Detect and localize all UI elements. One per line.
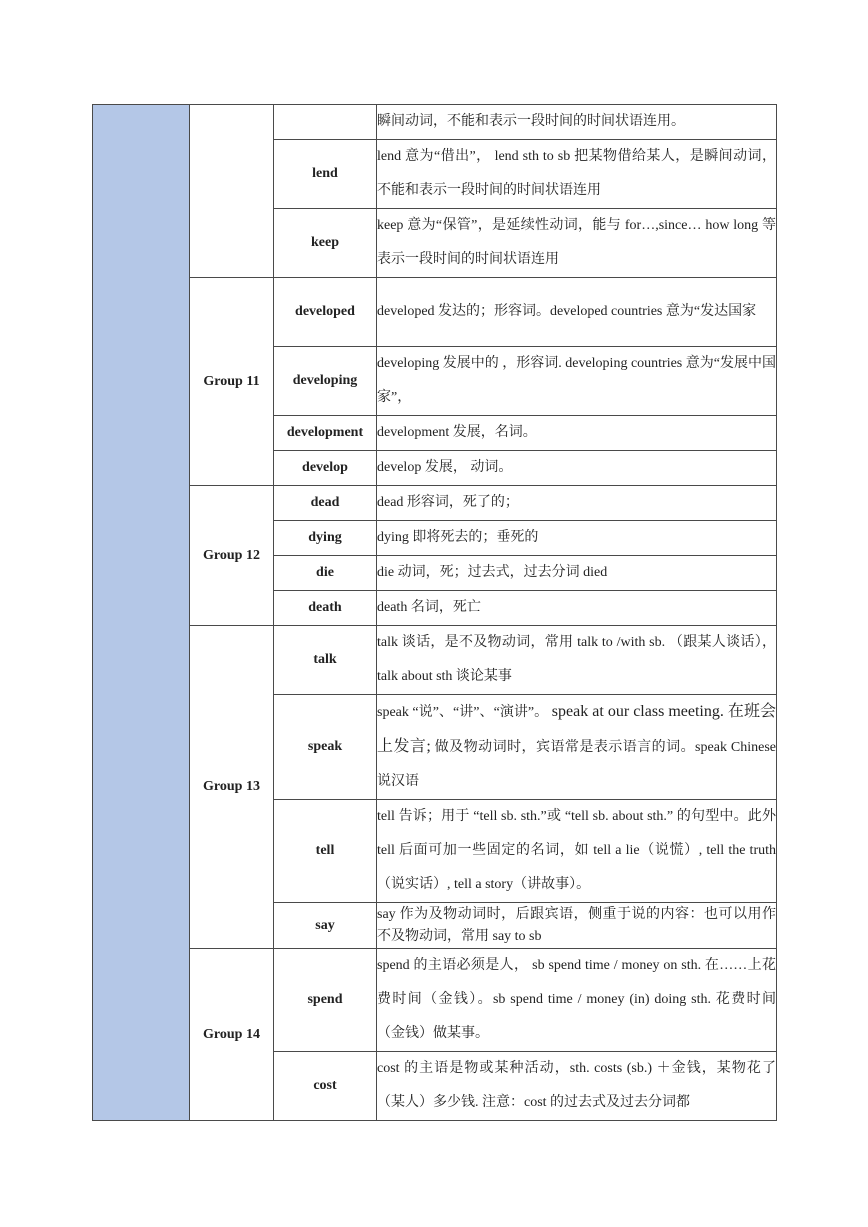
group-cell-blank <box>190 105 274 278</box>
word-cell: development <box>274 416 377 451</box>
table-row <box>93 105 777 140</box>
description-cell: say 作为及物动词时，后跟宾语，侧重于说的内容：也可以用作不及物动词，常用 say to sb <box>377 903 777 949</box>
description-cell: lend 意为“借出”， lend sth to sb 把某物借给某人，是瞬间动词，不能和表示一段时间的时间状语连用 <box>377 140 777 209</box>
word-cell: developing <box>274 347 377 416</box>
word-cell: dying <box>274 521 377 556</box>
description-example: speak at our class meeting. 在班会上发言; <box>377 703 776 755</box>
description-cell: developed 发达的；形容词。developed countries 意为“发达国家 <box>377 278 777 347</box>
group-label: Group 14 <box>190 949 274 1121</box>
word-cell: talk <box>274 626 377 695</box>
word-cell: cost <box>274 1052 377 1121</box>
description-cell <box>377 695 777 800</box>
table-row <box>93 626 777 695</box>
word-cell <box>274 105 377 140</box>
description-cell: spend 的主语必须是人， sb spend time / money on sth. 在……上花费时间（金钱）。sb spend time / money (in) doing sth. 花费时间（金钱）做某事。 <box>377 949 777 1052</box>
word-cell: speak <box>274 695 377 800</box>
word-cell: say <box>274 903 377 949</box>
table-row <box>93 949 777 1052</box>
description-cell: tell 告诉；用于 “tell sb. sth.”或 “tell sb. about sth.” 的句型中。此外 tell 后面可加一些固定的名词，如 tell a lie（说慌）, tell the truth （说实话）, tell a story（讲故事）。 <box>377 800 777 903</box>
word-cell: developed <box>274 278 377 347</box>
description-cell: developing 发展中的 ，形容词. developing countries 意为“发展中国家”， <box>377 347 777 416</box>
group-label: Group 13 <box>190 626 274 949</box>
description-cell: cost 的主语是物或某种活动，sth. costs (sb.) ＋金钱，某物花了（某人）多少钱. 注意：cost 的过去式及过去分词都 <box>377 1052 777 1121</box>
word-cell: tell <box>274 800 377 903</box>
group-label: Group 11 <box>190 278 274 486</box>
word-cell: keep <box>274 209 377 278</box>
group-label: Group 12 <box>190 486 274 626</box>
description-cell: development 发展，名词。 <box>377 416 777 451</box>
vocabulary-table <box>92 104 777 1121</box>
word-cell: death <box>274 591 377 626</box>
table-row <box>93 486 777 521</box>
word-cell: spend <box>274 949 377 1052</box>
description-cell: keep 意为“保管”，是延续性动词，能与 for…,since… how long 等表示一段时间的时间状语连用 <box>377 209 777 278</box>
description-cell: dead 形容词，死了的； <box>377 486 777 521</box>
description-cell: death 名词，死亡 <box>377 591 777 626</box>
description-cell: develop 发展， 动词。 <box>377 451 777 486</box>
side-color-column <box>93 105 190 1121</box>
word-cell: lend <box>274 140 377 209</box>
description-cell: dying 即将死去的；垂死的 <box>377 521 777 556</box>
word-cell: dead <box>274 486 377 521</box>
word-cell: develop <box>274 451 377 486</box>
word-cell: die <box>274 556 377 591</box>
table-row <box>93 278 777 347</box>
description-cell: 瞬间动词，不能和表示一段时间的时间状语连用。 <box>377 105 777 140</box>
description-text: speak “说”、“讲”、“演讲”。 <box>377 705 549 720</box>
description-text: 做及物动词时，宾语常是表示语言的词。speak Chinese 说汉语 <box>377 740 777 789</box>
description-cell: talk 谈话，是不及物动词，常用 talk to /with sb. （跟某人谈话），talk about sth 谈论某事 <box>377 626 777 695</box>
description-cell: die 动词，死；过去式，过去分词 died <box>377 556 777 591</box>
